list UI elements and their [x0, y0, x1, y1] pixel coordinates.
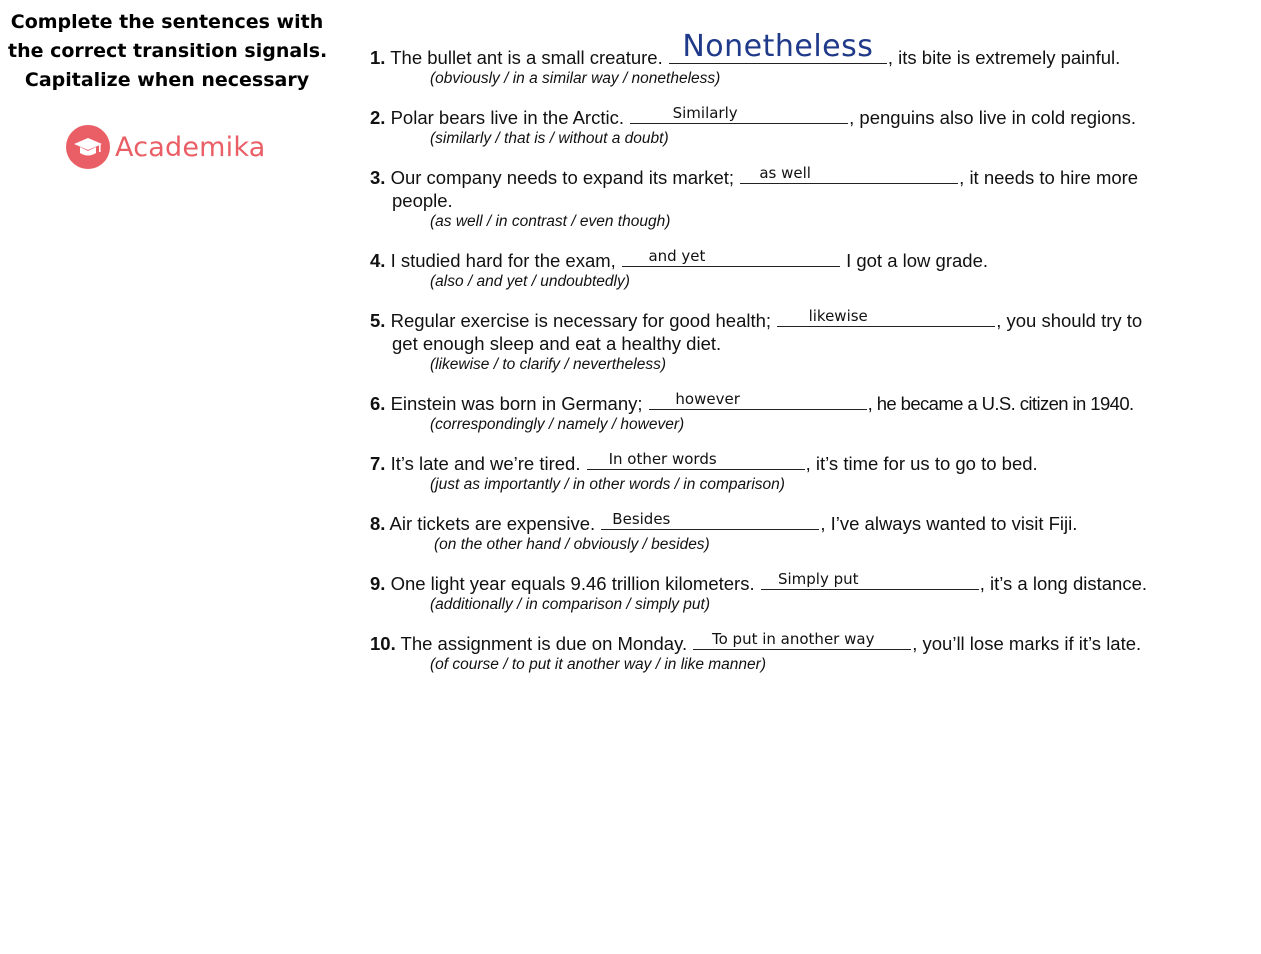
question-3 — [370, 165, 1250, 232]
sentence-start: Polar bears live in the Arctic. — [385, 107, 630, 128]
question-number: 4. — [370, 250, 386, 271]
sentence-end: , you should try to — [996, 310, 1143, 331]
sentence — [370, 631, 1250, 655]
answer-text: Simply put — [777, 570, 859, 588]
answer-blank[interactable] — [649, 391, 867, 410]
sentence-end: , it’s time for us to go to bed. — [805, 453, 1038, 474]
answer-options: (correspondingly / namely / however) — [430, 416, 685, 433]
sentence-start: Regular exercise is necessary for good health; — [385, 310, 777, 331]
sentence-end: I got a low grade. — [840, 250, 988, 271]
answer-blank[interactable] — [761, 571, 979, 590]
sentence — [370, 511, 1250, 535]
instructions-line: Complete the sentences with — [10, 11, 324, 33]
question-9 — [370, 571, 1250, 615]
answer-text: likewise — [808, 307, 868, 325]
answer-options: (just as importantly / in other words / in comparison) — [430, 476, 785, 493]
answer-text: In other words — [608, 450, 717, 468]
sentence-end: , it’s a long distance. — [979, 573, 1148, 594]
sentence-end: , he became a U.S. citizen in 1940. — [867, 393, 1134, 414]
sentence — [370, 248, 1250, 272]
question-number: 10. — [370, 633, 396, 654]
sentence — [370, 29, 1250, 69]
answer-text: and yet — [648, 247, 706, 265]
sentence-start: Our company needs to expand its market; — [385, 167, 740, 188]
answer-text: Similarly — [672, 104, 738, 122]
question-number: 6. — [370, 393, 386, 414]
question-2 — [370, 105, 1250, 149]
sentence — [370, 308, 1250, 332]
instructions-heading — [8, 8, 326, 95]
question-8 — [370, 511, 1250, 555]
answer-text: as well — [759, 164, 811, 182]
question-6 — [370, 391, 1250, 435]
answer-options: (of course / to put it another way / in like manner) — [430, 656, 766, 673]
answer-options: (on the other hand / obviously / besides) — [434, 536, 710, 553]
answer-blank[interactable] — [740, 165, 958, 184]
sentence-end: , it needs to hire more — [959, 167, 1139, 188]
answer-text: Nonetheless — [682, 29, 874, 64]
question-10 — [370, 631, 1250, 675]
sentence-start: Air tickets are expensive. — [385, 513, 601, 534]
question-7 — [370, 451, 1250, 495]
question-number: 2. — [370, 107, 386, 128]
instructions-line: Capitalize when necessary — [24, 69, 310, 91]
question-5 — [370, 308, 1250, 375]
answer-options: (additionally / in comparison / simply put) — [430, 596, 710, 613]
sentence — [370, 105, 1250, 129]
question-4 — [370, 248, 1250, 292]
answer-options: (also / and yet / undoubtedly) — [430, 273, 630, 290]
answer-text: To put in another way — [712, 630, 875, 648]
answer-options: (as well / in contrast / even though) — [430, 213, 671, 230]
sentence — [370, 571, 1250, 595]
sentence-start: One light year equals 9.46 trillion kilometers. — [385, 573, 760, 594]
sentence-continuation: people. — [392, 190, 453, 211]
sentence-start: The bullet ant is a small creature. — [385, 47, 668, 68]
answer-blank[interactable] — [622, 248, 840, 267]
academika-logo — [66, 124, 265, 170]
question-number: 8. — [370, 513, 386, 534]
answer-text: Besides — [612, 510, 671, 528]
sentence-start: It’s late and we’re tired. — [385, 453, 586, 474]
sentence — [370, 391, 1250, 415]
sentence-end: , I’ve always wanted to visit Fiji. — [820, 513, 1078, 534]
answer-text: however — [675, 390, 740, 408]
answer-blank[interactable] — [587, 451, 805, 470]
sentence-continuation: get enough sleep and eat a healthy diet. — [392, 333, 722, 354]
answer-blank[interactable] — [777, 308, 995, 327]
answer-options: (likewise / to clarify / nevertheless) — [430, 356, 667, 373]
answer-options: (similarly / that is / without a doubt) — [430, 130, 669, 147]
answer-blank[interactable] — [630, 105, 848, 124]
sentence-start: Einstein was born in Germany; — [385, 393, 648, 414]
sentence-end: , you’ll lose marks if it’s late. — [912, 633, 1142, 654]
question-number: 3. — [370, 167, 386, 188]
sentence — [370, 451, 1250, 475]
question-number: 9. — [370, 573, 386, 594]
logo-wordmark: Academika — [115, 131, 266, 163]
sentence-start: The assignment is due on Monday. — [395, 633, 693, 654]
answer-blank[interactable] — [669, 29, 887, 64]
sentence-end: , penguins also live in cold regions. — [849, 107, 1137, 128]
answer-options: (obviously / in a similar way / nonetheless) — [430, 70, 721, 87]
question-number: 5. — [370, 310, 386, 331]
answer-blank[interactable] — [601, 511, 819, 530]
instructions-line: the correct transition signals. — [8, 40, 328, 62]
sentence-start: I studied hard for the exam, — [385, 250, 621, 271]
question-number: 7. — [370, 453, 386, 474]
question-number: 1. — [370, 47, 386, 68]
sentence — [370, 165, 1250, 189]
graduation-cap-icon — [66, 125, 110, 169]
sentence-end: , its bite is extremely painful. — [887, 47, 1121, 68]
answer-blank[interactable] — [693, 631, 911, 650]
question-1 — [370, 29, 1250, 89]
